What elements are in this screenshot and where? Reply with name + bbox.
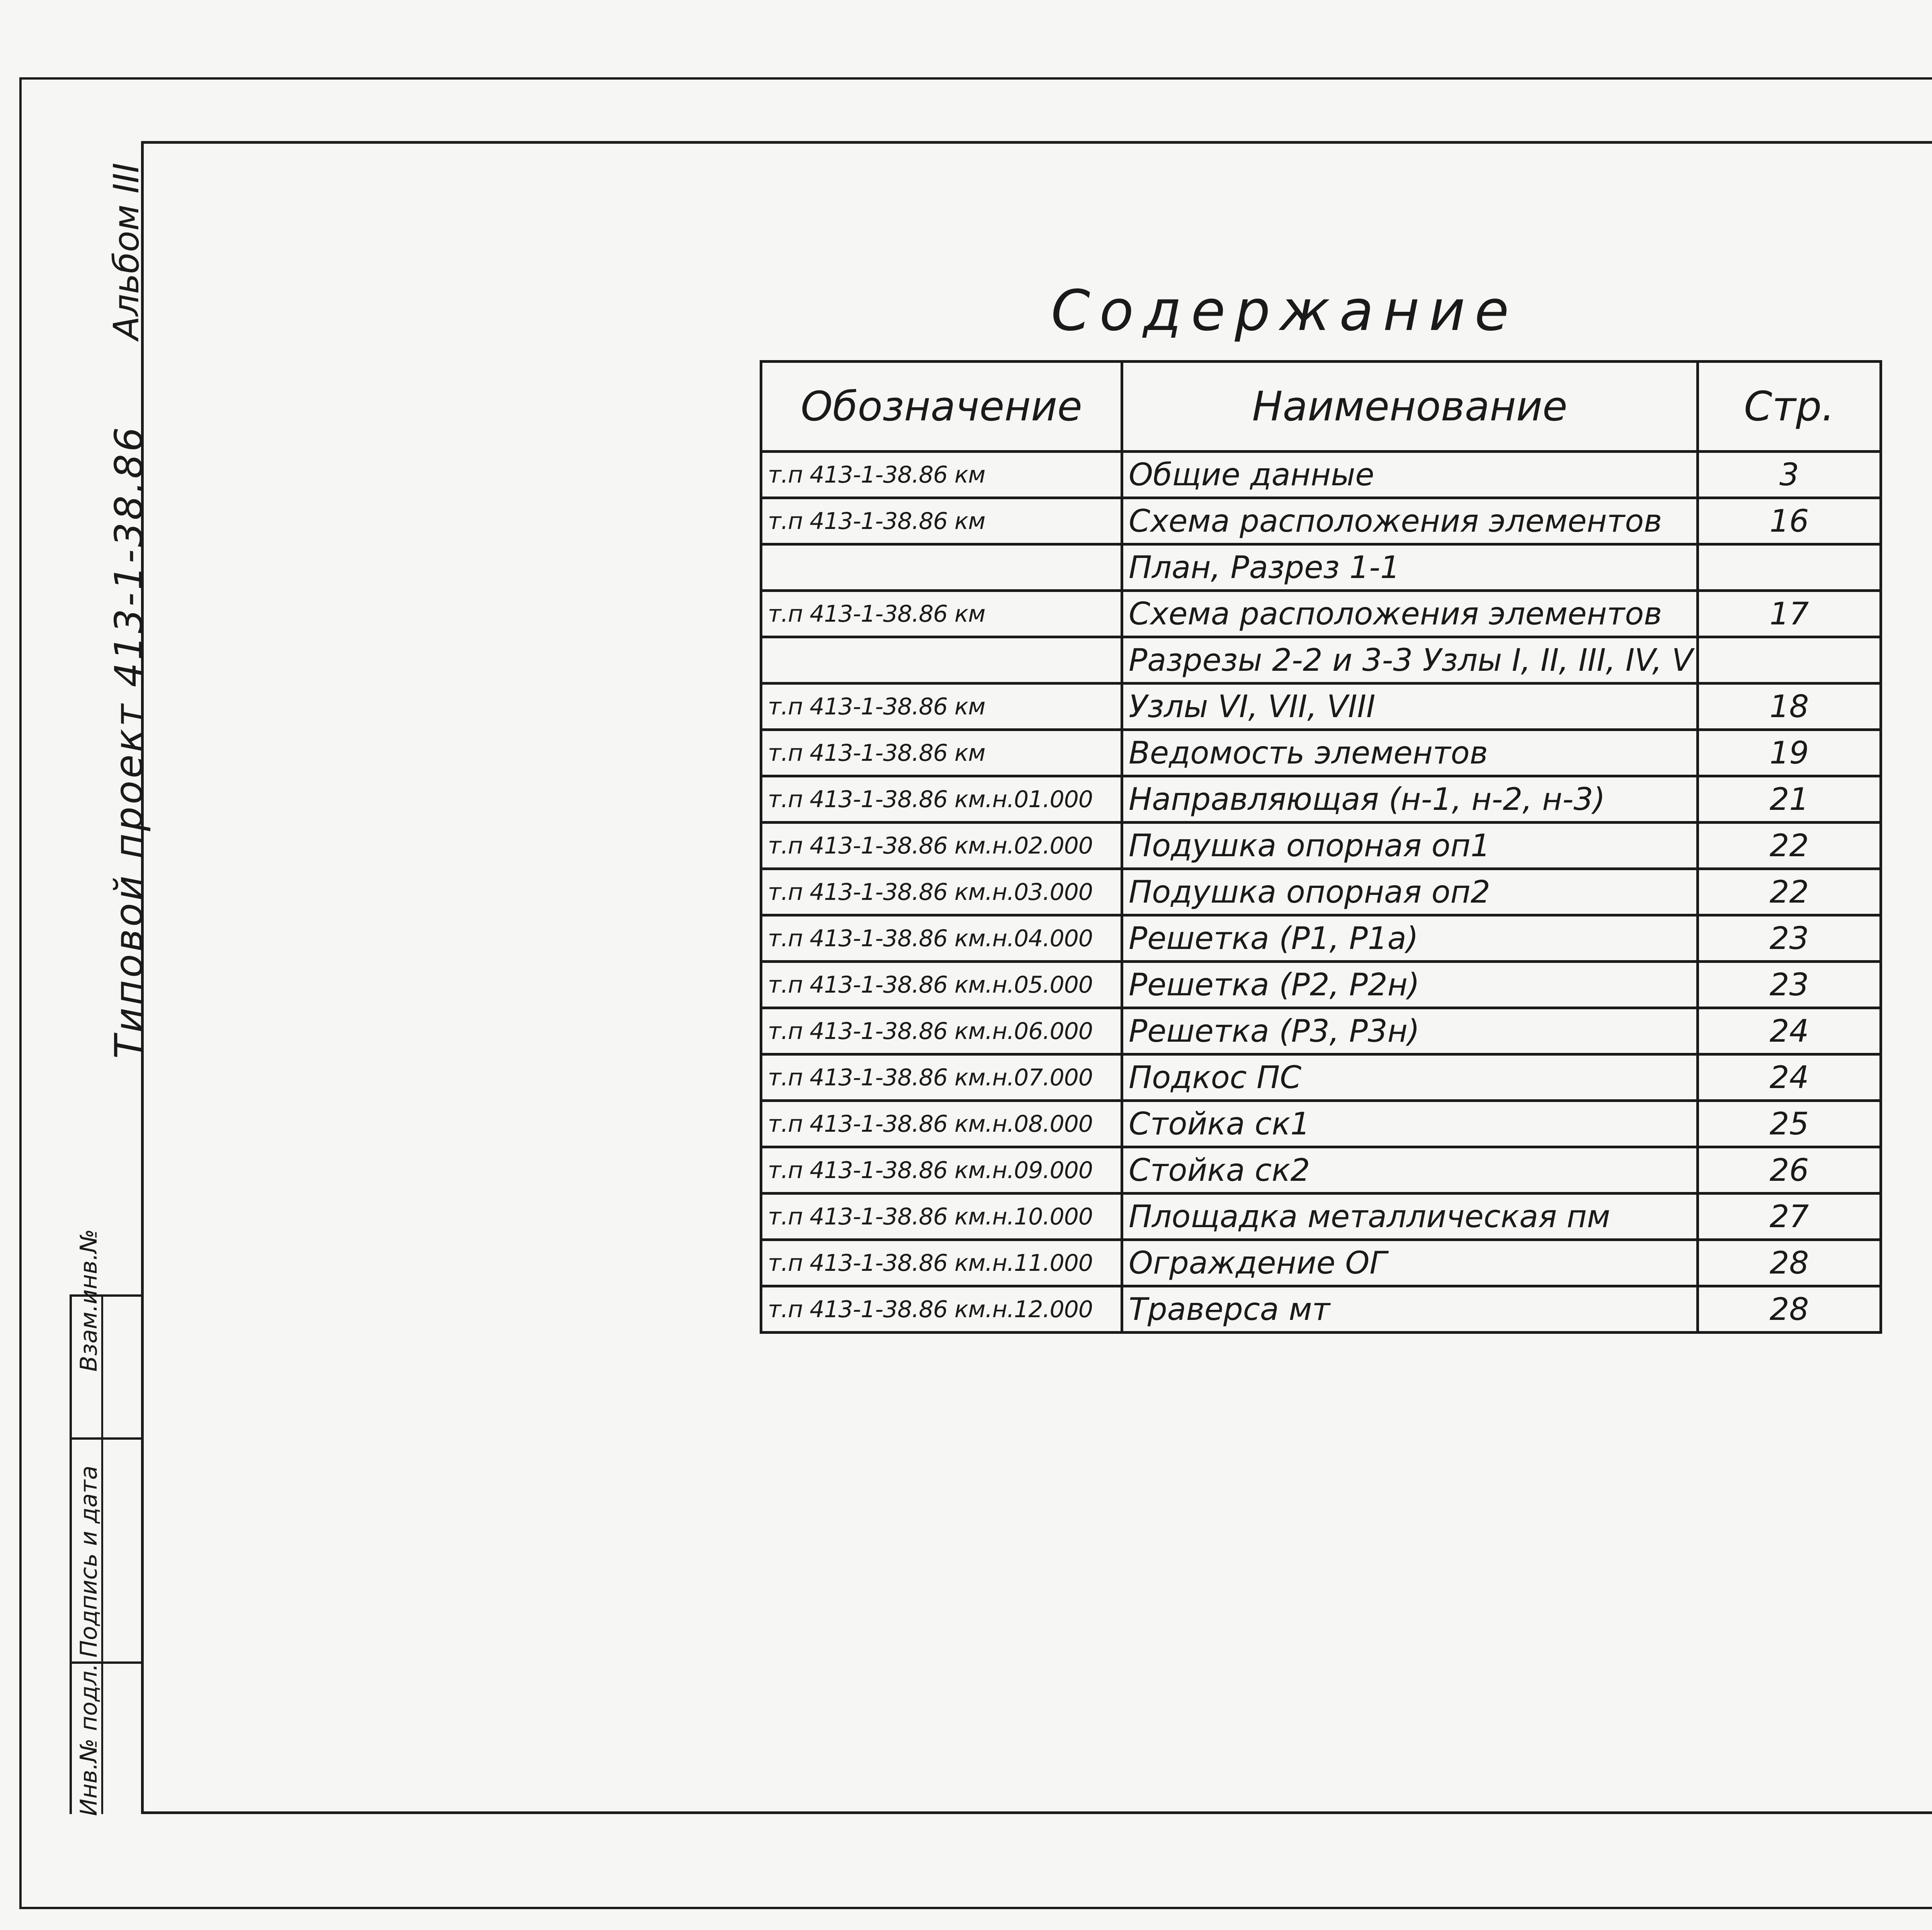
row-name: Решетка (Р3, Р3н) [1122, 1008, 1698, 1054]
row-name: Разрезы 2-2 и 3-3 Узлы I, II, III, IV, V [1122, 637, 1698, 684]
outer-frame-top [19, 77, 1932, 80]
row-designation: т.п 413-1-38.86 км.н.03.000 [761, 869, 1122, 915]
row-designation [761, 637, 1122, 684]
table-row [761, 1147, 1881, 1194]
outer-frame-bottom [19, 1907, 1932, 1909]
table-row [761, 452, 1881, 498]
row-designation: т.п 413-1-38.86 км.н.04.000 [761, 915, 1122, 962]
row-designation: т.п 413-1-38.86 км.н.10.000 [761, 1194, 1122, 1240]
table-row [761, 776, 1881, 823]
table-row [761, 591, 1881, 637]
row-page [1698, 544, 1881, 591]
row-page: 27 [1698, 1194, 1881, 1240]
row-name: Подушка опорная оп2 [1122, 869, 1698, 915]
table-row [761, 869, 1881, 915]
outer-frame-left [19, 77, 22, 1909]
table-row [761, 1101, 1881, 1147]
row-page: 28 [1698, 1286, 1881, 1333]
row-page: 24 [1698, 1008, 1881, 1054]
row-name: Узлы VI, VII, VIII [1122, 684, 1698, 730]
header-page: Стр. [1698, 362, 1881, 452]
stamp-divider-1 [70, 1437, 143, 1440]
table-row [761, 1054, 1881, 1101]
stamp-inv-subst-label: Взам.инв.№ [75, 1229, 102, 1372]
table-row [761, 544, 1881, 591]
row-page: 16 [1698, 498, 1881, 544]
inner-frame-bottom [141, 1811, 1932, 1814]
row-page: 21 [1698, 776, 1881, 823]
row-designation: т.п 413-1-38.86 км [761, 684, 1122, 730]
row-page: 24 [1698, 1054, 1881, 1101]
contents-table [760, 360, 1882, 1334]
stamp-strip-left [70, 1294, 72, 1814]
row-page: 18 [1698, 684, 1881, 730]
row-designation: т.п 413-1-38.86 км.н.07.000 [761, 1054, 1122, 1101]
table-row [761, 823, 1881, 869]
row-designation: т.п 413-1-38.86 км.н.02.000 [761, 823, 1122, 869]
row-name: Ограждение ОГ [1122, 1240, 1698, 1286]
row-name: Общие данные [1122, 452, 1698, 498]
table-row [761, 637, 1881, 684]
row-page: 25 [1698, 1101, 1881, 1147]
row-designation: т.п 413-1-38.86 км.н.09.000 [761, 1147, 1122, 1194]
row-page: 19 [1698, 730, 1881, 776]
row-name: Стойка ск1 [1122, 1101, 1698, 1147]
row-designation: т.п 413-1-38.86 км.н.11.000 [761, 1240, 1122, 1286]
table-header-row [761, 362, 1881, 452]
header-name: Наименование [1122, 362, 1698, 452]
row-name: Подкос ПС [1122, 1054, 1698, 1101]
row-designation: т.п 413-1-38.86 км.н.06.000 [761, 1008, 1122, 1054]
row-name: План, Разрез 1-1 [1122, 544, 1698, 591]
album-label: Альбом III [106, 163, 147, 340]
row-page: 26 [1698, 1147, 1881, 1194]
table-row [761, 498, 1881, 544]
row-name: Подушка опорная оп1 [1122, 823, 1698, 869]
row-page: 3 [1698, 452, 1881, 498]
row-page: 22 [1698, 869, 1881, 915]
row-page [1698, 637, 1881, 684]
stamp-inv-orig-label: Инв.№ подл. [75, 1663, 102, 1816]
row-page: 23 [1698, 915, 1881, 962]
table-row [761, 915, 1881, 962]
row-name: Направляющая (н-1, н-2, н-3) [1122, 776, 1698, 823]
project-label: Типовой проект 413-1-38.86 [106, 425, 151, 1059]
page-title: Содержание [1051, 278, 1519, 343]
row-name: Решетка (Р1, Р1а) [1122, 915, 1698, 962]
table-row [761, 684, 1881, 730]
row-designation: т.п 413-1-38.86 км.н.12.000 [761, 1286, 1122, 1333]
row-name: Ведомость элементов [1122, 730, 1698, 776]
row-page: 17 [1698, 591, 1881, 637]
row-designation: т.п 413-1-38.86 км [761, 452, 1122, 498]
row-designation: т.п 413-1-38.86 км.н.08.000 [761, 1101, 1122, 1147]
row-name: Схема расположения элементов [1122, 591, 1698, 637]
row-name: Площадка металлическая пм [1122, 1194, 1698, 1240]
table-row [761, 1194, 1881, 1240]
row-designation: т.п 413-1-38.86 км [761, 730, 1122, 776]
row-page: 22 [1698, 823, 1881, 869]
row-name: Траверса мт [1122, 1286, 1698, 1333]
row-designation: т.п 413-1-38.86 км.н.01.000 [761, 776, 1122, 823]
row-designation: т.п 413-1-38.86 км [761, 498, 1122, 544]
table-row [761, 730, 1881, 776]
row-designation [761, 544, 1122, 591]
row-name: Стойка ск2 [1122, 1147, 1698, 1194]
row-name: Схема расположения элементов [1122, 498, 1698, 544]
table-row [761, 1286, 1881, 1333]
stamp-sign-date-label: Подпись и дата [75, 1466, 102, 1658]
row-name: Решетка (Р2, Р2н) [1122, 962, 1698, 1008]
inner-frame-top [141, 141, 1932, 144]
row-page: 28 [1698, 1240, 1881, 1286]
row-page: 23 [1698, 962, 1881, 1008]
row-designation: т.п 413-1-38.86 км.н.05.000 [761, 962, 1122, 1008]
table-row [761, 1008, 1881, 1054]
row-designation: т.п 413-1-38.86 км [761, 591, 1122, 637]
table-row [761, 962, 1881, 1008]
header-designation: Обозначение [761, 362, 1122, 452]
table-row [761, 1240, 1881, 1286]
